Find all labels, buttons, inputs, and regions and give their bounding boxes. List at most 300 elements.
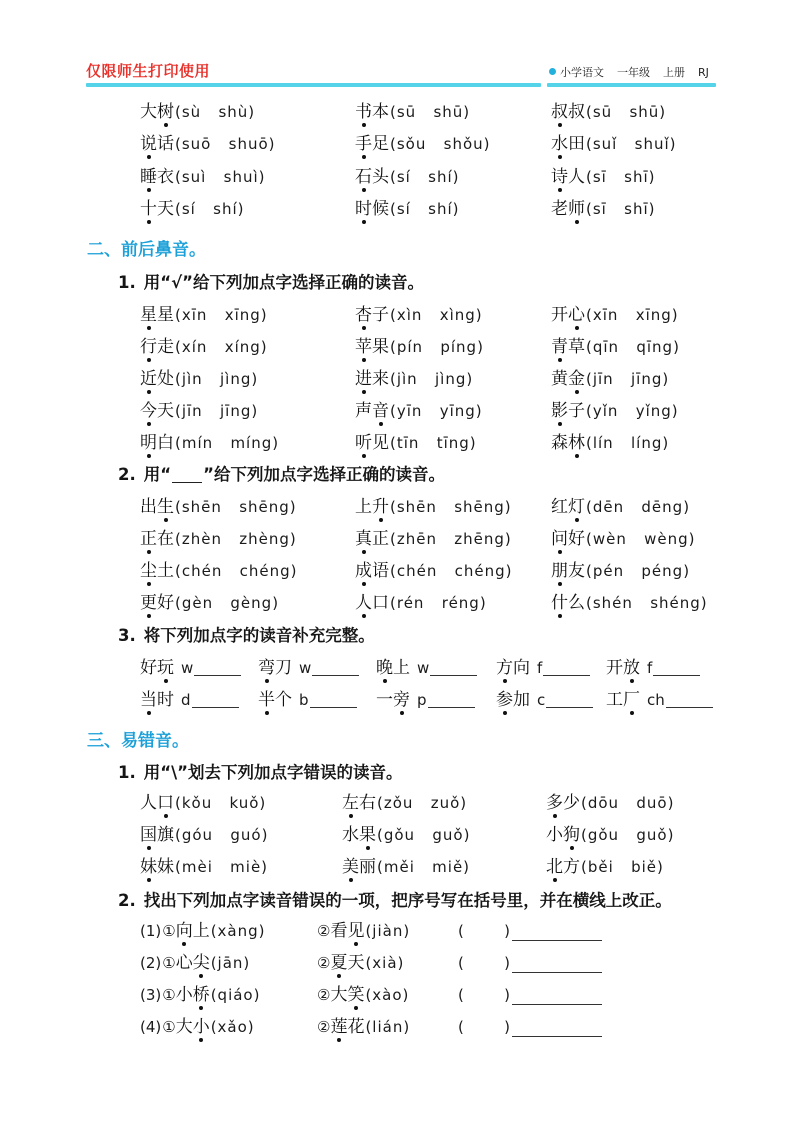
- pinyin-options: (gǒu guǒ): [377, 826, 471, 844]
- word-text: 国旗: [140, 825, 174, 845]
- emphasis-dot: [164, 814, 168, 818]
- word-text: 听见: [355, 433, 389, 453]
- word-item: [546, 787, 674, 820]
- dotted-word: [330, 915, 364, 947]
- emphasis-dot: [575, 220, 579, 224]
- dotted-word: [140, 491, 174, 523]
- word-text: 妹妹: [140, 857, 174, 877]
- option-one: [140, 915, 266, 948]
- pinyin-options: (sū shū): [586, 103, 667, 121]
- emphasis-dot: [362, 582, 366, 586]
- dotted-word: [551, 587, 585, 619]
- word-text: 正在: [140, 529, 174, 549]
- dotted-word: [355, 395, 389, 427]
- word-text: 时候: [355, 198, 389, 219]
- dotted-word: [551, 299, 585, 331]
- pinyin-initial: w: [181, 659, 194, 677]
- paren-close: ): [504, 954, 510, 972]
- section3-q1-word-grid: [140, 787, 740, 883]
- word-text: 近处: [140, 369, 174, 389]
- dotted-word: [330, 947, 364, 979]
- circle-bullet-icon: [549, 68, 556, 75]
- fill-item: [606, 652, 700, 685]
- emphasis-dot: [147, 220, 151, 224]
- word-text: 说话: [140, 134, 174, 155]
- emphasis-dot: [558, 155, 562, 159]
- dotted-word: [140, 427, 174, 459]
- pinyin-options: (shēn shēng): [175, 498, 297, 516]
- dotted-word: [546, 851, 580, 883]
- word-text: 多少: [546, 793, 580, 813]
- word-item: [355, 523, 512, 556]
- pinyin-options: (pén péng): [586, 562, 691, 580]
- fill-item: [496, 652, 590, 685]
- emphasis-dot: [362, 358, 366, 362]
- dotted-word: [140, 128, 174, 160]
- dotted-word: [355, 299, 389, 331]
- grade-label: 一年级: [617, 66, 650, 79]
- word-text: 上升: [355, 497, 389, 517]
- emphasis-dot: [265, 679, 269, 683]
- word-text: 尘土: [140, 561, 174, 581]
- word-item: [140, 787, 266, 820]
- word-text: 成语: [355, 561, 389, 581]
- emphasis-dot: [379, 422, 383, 426]
- answer-parentheses: [458, 947, 510, 979]
- answer-blank-line: [666, 707, 713, 708]
- section3-q1-instruction: [118, 762, 402, 784]
- word-item: [140, 523, 297, 556]
- dotted-word: [140, 523, 174, 555]
- emphasis-dot: [147, 846, 151, 850]
- word-item: [551, 395, 679, 428]
- word-text: 森林: [551, 433, 585, 453]
- word-text: 弯刀: [258, 658, 292, 678]
- word-text: 今天: [140, 401, 174, 421]
- pinyin-options: (jìn jìng): [390, 370, 474, 388]
- word-text: 星星: [140, 305, 174, 325]
- answer-parentheses: [458, 1011, 510, 1043]
- pinyin-options: (xīn xīng): [586, 306, 679, 324]
- paren-open: (: [458, 954, 464, 972]
- pinyin-initial: f: [647, 659, 653, 677]
- dotted-word: [355, 587, 389, 619]
- fill-item: [376, 684, 475, 717]
- emphasis-dot: [199, 1006, 203, 1010]
- emphasis-dot: [354, 942, 358, 946]
- word-text: 行走: [140, 337, 174, 357]
- dotted-word: [258, 652, 292, 684]
- option-mark: ②: [317, 986, 331, 1004]
- emphasis-dot: [630, 711, 634, 715]
- word-text: 进来: [355, 369, 389, 389]
- pinyin-options: (jīn jīng): [586, 370, 670, 388]
- pinyin-options: (sǒu shǒu): [390, 135, 491, 154]
- dotted-word: [140, 96, 174, 128]
- word-item: [355, 363, 473, 396]
- emphasis-dot: [337, 1038, 341, 1042]
- dotted-word: [342, 851, 376, 883]
- word-text: 诗人: [551, 166, 585, 187]
- word-text: 开心: [551, 305, 585, 325]
- pinyin-options: (xín xíng): [175, 338, 268, 356]
- pinyin-options: (góu guó): [175, 826, 269, 844]
- word-text: 左右: [342, 793, 376, 813]
- dotted-word: [342, 787, 376, 819]
- word-row: [140, 299, 740, 331]
- emphasis-dot: [147, 155, 151, 159]
- emphasis-dot: [362, 390, 366, 394]
- word-row: [140, 363, 740, 395]
- pinyin-options: (mèi miè): [175, 858, 269, 876]
- header-rule-left: [86, 83, 541, 87]
- pinyin-initial: c: [537, 691, 546, 709]
- dotted-word: [355, 161, 389, 193]
- word-text: 苹果: [355, 337, 389, 357]
- pinyin-options: (tīn tīng): [390, 434, 477, 452]
- emphasis-dot: [575, 518, 579, 522]
- word-text: 青草: [551, 337, 585, 357]
- pinyin-options: (zǒu zuǒ): [377, 794, 468, 812]
- dotted-word: [140, 652, 174, 684]
- dotted-word: [376, 684, 410, 716]
- word-item: [342, 851, 470, 884]
- word-text: 小桥: [175, 985, 210, 1005]
- word-row: [140, 427, 740, 459]
- pinyin-options: (kǒu kuǒ): [175, 794, 267, 812]
- dotted-word: [140, 587, 174, 619]
- word-text: 明白: [140, 433, 174, 453]
- error-row: [140, 979, 740, 1011]
- pinyin-initial: w: [299, 659, 312, 677]
- dotted-word: [140, 331, 174, 363]
- option-two: [316, 979, 409, 1012]
- pinyin-options: (mín míng): [175, 434, 280, 452]
- emphasis-dot: [147, 422, 151, 426]
- question-number: 1.: [118, 273, 136, 292]
- word-row: [140, 96, 740, 128]
- word-item: [551, 491, 690, 524]
- paren-close: ): [504, 1018, 510, 1036]
- paren-open: (: [458, 1018, 464, 1036]
- course-info: [549, 65, 709, 81]
- word-item: [342, 787, 467, 820]
- dotted-word: [176, 979, 210, 1011]
- section2-q1-instruction: [118, 272, 424, 294]
- word-text: 睡衣: [140, 166, 174, 187]
- section2-title: 二、前后鼻音。: [87, 240, 206, 260]
- question-number: 1.: [118, 763, 136, 782]
- dotted-word: [355, 331, 389, 363]
- word-text: 心尖: [175, 953, 210, 973]
- question-text: 找出下列加点字读音错误的一项，把序号写在括号里，并在横线上改正。: [143, 891, 672, 910]
- pinyin-options: (dōu duō): [581, 794, 675, 812]
- pinyin-options: (chén chéng): [175, 562, 298, 580]
- word-text: 美丽: [342, 857, 376, 877]
- answer-blank-line: [543, 675, 590, 676]
- pinyin-options: (zhēn zhēng): [390, 530, 512, 548]
- emphasis-dot: [147, 878, 151, 882]
- emphasis-dot: [354, 1006, 358, 1010]
- question-text: 用“√”给下列加点字选择正确的读音。: [143, 273, 424, 292]
- word-text: 莲花: [330, 1017, 365, 1037]
- word-row: [140, 491, 740, 523]
- pinyin-options: (suō shuō): [175, 135, 276, 154]
- word-text: 看见: [330, 921, 365, 941]
- pinyin: (xàng): [210, 922, 266, 940]
- pinyin-options: (suǐ shuǐ): [586, 135, 677, 154]
- word-text: 红灯: [551, 497, 585, 517]
- word-item: [551, 331, 680, 364]
- section2-q1-word-grid: [140, 299, 740, 459]
- emphasis-dot: [182, 942, 186, 946]
- dotted-word: [546, 787, 580, 819]
- dotted-word: [140, 193, 174, 225]
- pinyin-options: (sí shí): [390, 199, 460, 218]
- pinyin: (jiàn): [365, 922, 411, 940]
- fill-item: [140, 652, 241, 685]
- answer-blank-line: [428, 707, 475, 708]
- word-item: [140, 96, 255, 129]
- emphasis-dot: [553, 814, 557, 818]
- correction-blank-line: [512, 1036, 602, 1037]
- dotted-word: [140, 363, 174, 395]
- word-item: [355, 427, 477, 460]
- word-text: 北方: [546, 857, 580, 877]
- pinyin-options: (wèn wèng): [586, 530, 696, 548]
- pinyin-options: (yīn yīng): [390, 402, 483, 420]
- option-mark: ②: [317, 1018, 331, 1036]
- word-text: 真正: [355, 529, 389, 549]
- word-text: 当时: [140, 690, 174, 710]
- dotted-word: [551, 96, 585, 128]
- word-item: [355, 331, 484, 364]
- word-text: 大树: [140, 102, 174, 122]
- emphasis-dot: [503, 679, 507, 683]
- word-text: 工厂: [606, 690, 640, 710]
- pinyin-options: (sī shī): [586, 199, 656, 218]
- emphasis-dot: [147, 188, 151, 192]
- fill-row: [140, 652, 740, 684]
- pinyin-initial: p: [417, 691, 427, 709]
- pinyin: (jān): [210, 954, 251, 972]
- answer-blank-line: [430, 675, 477, 676]
- word-text: 更好: [140, 593, 174, 613]
- dotted-word: [342, 819, 376, 851]
- word-item: [355, 491, 512, 524]
- word-item: [355, 555, 513, 588]
- word-item: [140, 331, 268, 364]
- pinyin-initial: w: [417, 659, 430, 677]
- word-text: 人口: [355, 593, 389, 613]
- option-two: [316, 1011, 410, 1044]
- answer-parentheses: [458, 979, 510, 1011]
- option-mark: ①: [162, 954, 176, 972]
- option-mark: ②: [317, 922, 331, 940]
- error-row: [140, 1011, 740, 1043]
- word-item: [551, 161, 655, 194]
- underline-symbol: [172, 482, 202, 483]
- emphasis-dot: [164, 679, 168, 683]
- dotted-word: [330, 979, 364, 1011]
- word-text: 开放: [606, 658, 640, 678]
- emphasis-dot: [558, 614, 562, 618]
- paren-close: ): [504, 986, 510, 1004]
- dotted-word: [330, 1011, 364, 1043]
- paren-open: (: [458, 986, 464, 1004]
- word-item: [551, 96, 666, 129]
- error-row: [140, 915, 740, 947]
- dotted-word: [546, 819, 580, 851]
- answer-blank-line: [312, 675, 359, 676]
- dotted-word: [140, 299, 174, 331]
- section2-q2-word-grid: [140, 491, 740, 619]
- emphasis-dot: [575, 390, 579, 394]
- question-text: 用“\”划去下列加点字错误的读音。: [143, 763, 403, 782]
- word-item: [140, 395, 258, 428]
- word-item: [551, 299, 679, 332]
- pinyin-options: (běi biě): [581, 858, 664, 876]
- edition-label: RJ: [698, 66, 709, 79]
- emphasis-dot: [400, 711, 404, 715]
- pinyin-options: (gèn gèng): [175, 594, 280, 612]
- word-text: 出生: [140, 497, 174, 517]
- option-two: [316, 915, 410, 948]
- section3-title: 三、易错音。: [87, 731, 189, 751]
- pinyin-options: (lín líng): [586, 434, 670, 452]
- word-item: [551, 363, 669, 396]
- pinyin-options: (gǒu guǒ): [581, 826, 675, 844]
- emphasis-dot: [362, 326, 366, 330]
- emphasis-dot: [164, 123, 168, 127]
- pinyin: (lián): [365, 1018, 411, 1036]
- emphasis-dot: [558, 422, 562, 426]
- word-item: [342, 819, 470, 852]
- word-row: [140, 395, 740, 427]
- dotted-word: [176, 947, 210, 979]
- word-item: [551, 523, 696, 556]
- question-text-before: 用“: [143, 465, 172, 484]
- pinyin-options: (qīn qīng): [586, 338, 680, 356]
- word-text: 黄金: [551, 369, 585, 389]
- pinyin-options: (shēn shēng): [390, 498, 512, 516]
- word-text: 夏天: [330, 953, 365, 973]
- emphasis-dot: [147, 614, 151, 618]
- emphasis-dot: [349, 878, 353, 882]
- dotted-word: [140, 851, 174, 883]
- emphasis-dot: [558, 582, 562, 586]
- pinyin-initial: ch: [647, 691, 665, 709]
- option-mark: ②: [317, 954, 331, 972]
- answer-blank-line: [194, 675, 241, 676]
- fill-item: [140, 684, 239, 717]
- pinyin-options: (sù shù): [175, 103, 256, 121]
- word-text: 杏子: [355, 305, 389, 325]
- option-mark: ①: [162, 986, 176, 1004]
- answer-blank-line: [192, 707, 239, 708]
- option-mark: ①: [162, 922, 176, 940]
- word-text: 朋友: [551, 561, 585, 581]
- item-number: (3): [140, 986, 162, 1004]
- item-number: (1): [140, 922, 162, 940]
- pinyin-options: (yǐn yǐng): [586, 402, 679, 420]
- pinyin-options: (pín píng): [390, 338, 484, 356]
- word-item: [551, 555, 690, 588]
- emphasis-dot: [366, 846, 370, 850]
- dotted-word: [376, 652, 410, 684]
- pinyin-options: (sí shí): [390, 167, 460, 186]
- emphasis-dot: [147, 454, 151, 458]
- word-row: [140, 523, 740, 555]
- word-row: [140, 128, 740, 160]
- fill-item: [606, 684, 713, 717]
- pinyin-initial: b: [299, 691, 309, 709]
- word-text: 水田: [551, 134, 585, 155]
- fill-item: [258, 652, 359, 685]
- correction-blank-line: [512, 972, 602, 973]
- word-item: [140, 299, 268, 332]
- pinyin-options: (sí shí): [175, 199, 245, 218]
- emphasis-dot: [575, 326, 579, 330]
- error-row: [140, 947, 740, 979]
- word-text: 手足: [355, 134, 389, 155]
- dotted-word: [140, 819, 174, 851]
- dotted-word: [355, 491, 389, 523]
- option-one: [140, 979, 260, 1012]
- dotted-word: [140, 555, 174, 587]
- word-row: [140, 851, 740, 883]
- dotted-word: [176, 915, 210, 947]
- dotted-word: [551, 555, 585, 587]
- word-text: 晚上: [376, 658, 410, 678]
- word-text: 人口: [140, 793, 174, 813]
- dotted-word: [551, 331, 585, 363]
- answer-blank-line: [653, 675, 700, 676]
- section3-q2-instruction: [118, 890, 672, 912]
- word-item: [551, 193, 655, 226]
- word-row: [140, 555, 740, 587]
- word-text: 半个: [258, 690, 292, 710]
- question-text-after: ”给下列加点字选择正确的读音。: [203, 465, 445, 484]
- pinyin-options: (rén réng): [390, 594, 487, 612]
- paren-close: ): [504, 922, 510, 940]
- correction-blank-line: [512, 1004, 602, 1005]
- dotted-word: [551, 491, 585, 523]
- dotted-word: [496, 652, 530, 684]
- word-text: 小狗: [546, 825, 580, 845]
- emphasis-dot: [362, 454, 366, 458]
- fill-item: [496, 684, 593, 717]
- word-text: 声音: [355, 401, 389, 421]
- word-item: [546, 851, 664, 884]
- pinyin-options: (sī shī): [586, 167, 656, 186]
- emphasis-dot: [164, 518, 168, 522]
- section1-word-grid: [140, 96, 740, 225]
- question-text: 将下列加点字的读音补充完整。: [143, 626, 375, 645]
- word-item: [140, 363, 258, 396]
- section3-q2-error-list: [140, 915, 740, 1043]
- dotted-word: [140, 787, 174, 819]
- pinyin-options: (zhèn zhèng): [175, 530, 297, 548]
- correction-blank-line: [512, 940, 602, 941]
- word-row: [140, 331, 740, 363]
- word-text: 十天: [140, 198, 174, 219]
- emphasis-dot: [349, 814, 353, 818]
- question-number: 3.: [118, 626, 136, 645]
- emphasis-dot: [558, 550, 562, 554]
- dotted-word: [496, 684, 530, 716]
- dotted-word: [355, 427, 389, 459]
